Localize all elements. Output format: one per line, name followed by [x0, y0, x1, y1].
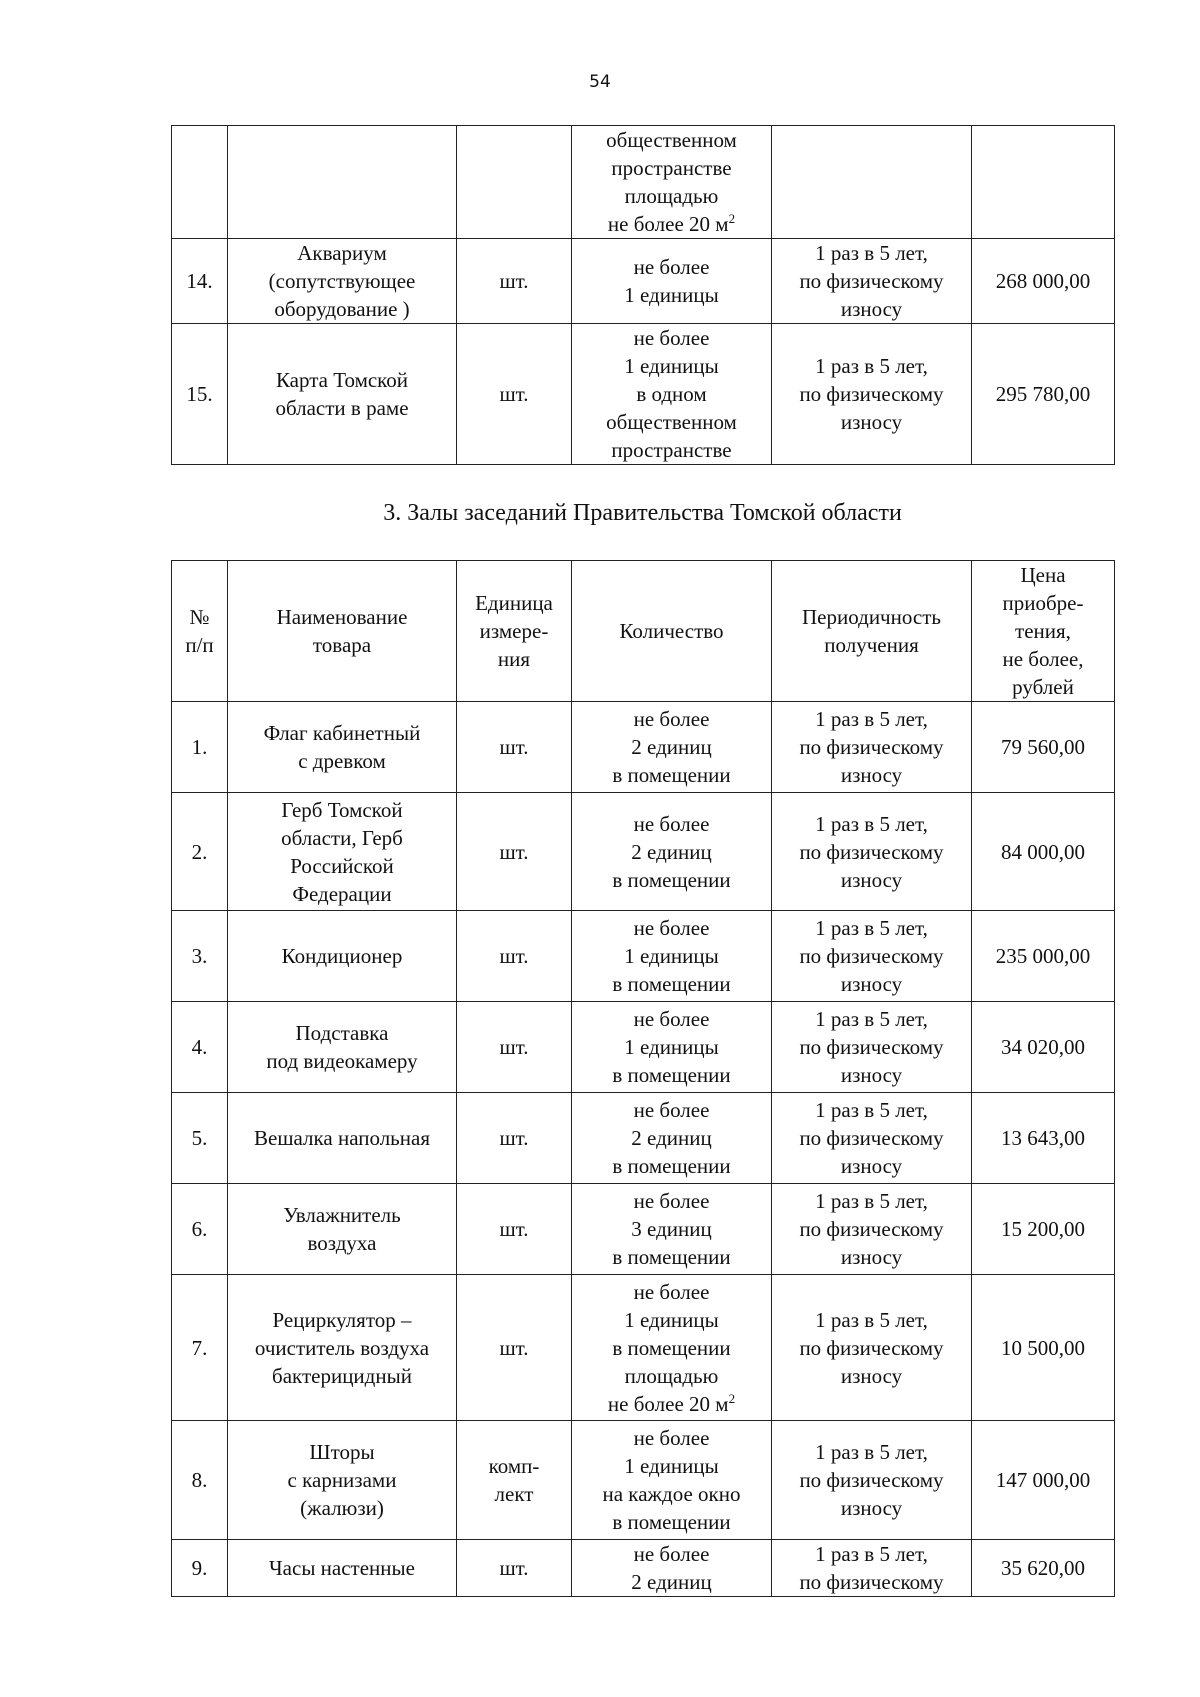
cell-name — [228, 1540, 457, 1597]
name-line: Федерации — [292, 881, 392, 906]
cell-name — [228, 1184, 457, 1275]
period-line: по физическому — [799, 839, 944, 864]
cell-quantity — [572, 1275, 772, 1421]
header-line: Наименование — [276, 605, 408, 629]
cell-unit — [457, 1184, 572, 1275]
cell-quantity — [572, 1002, 772, 1093]
table-row — [172, 1093, 1115, 1184]
name-line: области в раме — [275, 396, 409, 420]
cell-name — [228, 126, 457, 239]
header-line: Количество — [619, 619, 724, 643]
unit-line: шт. — [499, 1035, 529, 1059]
cell-price: 295 780,00 — [972, 324, 1115, 465]
name-line: Карта Томской — [275, 368, 409, 392]
name-line: под видеокамеру — [266, 1049, 418, 1073]
cell-period — [772, 1093, 972, 1184]
period-line: износу — [840, 867, 903, 892]
cell-num: 6. — [172, 1184, 228, 1275]
table-header-row — [172, 561, 1115, 702]
header-line: тения, — [1015, 619, 1071, 643]
cell-price: 10 500,00 — [972, 1275, 1115, 1421]
quantity-line: 1 единицы — [624, 1307, 719, 1332]
period-line: 1 раз в 5 лет, — [815, 916, 928, 940]
header-price — [972, 561, 1115, 702]
cell-unit: шт. — [457, 324, 572, 465]
unit-line: шт. — [499, 735, 529, 759]
cell-name — [228, 239, 457, 324]
page-number: 54 — [589, 72, 611, 92]
quantity-line: не более — [633, 1189, 710, 1213]
unit-line: лект — [494, 1482, 534, 1506]
header-line: приобре- — [1002, 591, 1084, 615]
period-line: износу — [840, 972, 903, 996]
header-line: Единица — [475, 591, 553, 615]
table-row — [172, 702, 1115, 793]
table-row — [172, 1002, 1115, 1093]
unit-line: шт. — [499, 1335, 529, 1360]
table-row — [172, 911, 1115, 1002]
period-line: по физическому — [799, 269, 944, 293]
table-row — [172, 239, 1115, 324]
unit-line: шт. — [499, 839, 529, 864]
header-line: измере- — [479, 619, 549, 643]
quantity-text: не более 20 м — [607, 212, 729, 236]
cell-name — [228, 911, 457, 1002]
cell-price: 13 643,00 — [972, 1093, 1115, 1184]
period-line: износу — [840, 1063, 903, 1087]
cell-unit: шт. — [457, 239, 572, 324]
cell-period — [772, 324, 972, 465]
cell-unit — [457, 1275, 572, 1421]
quantity-line: в помещении — [612, 1245, 731, 1269]
header-num — [172, 561, 228, 702]
unit-line: комп- — [488, 1454, 540, 1478]
quantity-line: 2 единиц — [631, 1126, 712, 1150]
cell-num: 3. — [172, 911, 228, 1002]
name-line: (сопутствующее — [268, 269, 416, 293]
period-line: по физическому — [799, 1217, 944, 1241]
cell-period — [772, 793, 972, 911]
period-line: по физическому — [799, 1126, 944, 1150]
quantity-line: не более — [633, 811, 710, 836]
cell-name — [228, 1275, 457, 1421]
cell-period — [772, 1275, 972, 1421]
quantity-line: пространстве — [611, 156, 732, 180]
quantity-line: в помещении — [612, 1510, 731, 1534]
quantity-line: пространстве — [611, 438, 732, 462]
quantity-line: не более — [633, 1279, 710, 1304]
cell-price: 147 000,00 — [972, 1421, 1115, 1540]
period-line: износу — [840, 1496, 903, 1520]
cell-name — [228, 1002, 457, 1093]
cell-name — [228, 1093, 457, 1184]
cell-quantity — [572, 1540, 772, 1597]
header-unit — [457, 561, 572, 702]
cell-period — [772, 1002, 972, 1093]
cell-num — [172, 126, 228, 239]
cell-name — [228, 1421, 457, 1540]
cell-num: 8. — [172, 1421, 228, 1540]
period-line: по физическому — [799, 1335, 944, 1360]
cell-quantity — [572, 324, 772, 465]
name-line: Вешалка напольная — [254, 1126, 430, 1150]
header-line: п/п — [185, 633, 214, 657]
period-line: износу — [840, 763, 903, 787]
cell-unit — [457, 702, 572, 793]
quantity-line: 1 единицы — [624, 1454, 719, 1478]
cell-quantity — [572, 126, 772, 239]
quantity-line: в помещении — [612, 1063, 731, 1087]
cell-price — [972, 126, 1115, 239]
cell-price: 34 020,00 — [972, 1002, 1115, 1093]
name-line: области, Герб — [281, 825, 403, 850]
name-line: Часы настенные — [269, 1556, 415, 1580]
cell-unit — [457, 911, 572, 1002]
unit-line: шт. — [499, 1217, 529, 1241]
cell-period — [772, 126, 972, 239]
name-line: Кондиционер — [281, 944, 403, 968]
cell-unit — [457, 1093, 572, 1184]
quantity-line: 1 единицы — [624, 354, 719, 378]
quantity-line: не более — [633, 1426, 710, 1450]
quantity-line: не более — [633, 1098, 710, 1122]
quantity-line: площадью — [624, 1363, 719, 1388]
period-line: 1 раз в 5 лет, — [815, 1440, 928, 1464]
quantity-line: не более — [633, 1007, 710, 1031]
period-line: по физическому — [799, 382, 944, 406]
cell-num: 9. — [172, 1540, 228, 1597]
quantity-line: не более — [633, 1542, 710, 1566]
cell-num: 4. — [172, 1002, 228, 1093]
name-line: оборудование ) — [274, 297, 410, 321]
period-line: по физическому — [799, 1468, 944, 1492]
quantity-line: в помещении — [612, 972, 731, 996]
quantity-line: 2 единиц — [631, 839, 712, 864]
table-row-continued — [172, 126, 1115, 239]
table-row — [172, 1540, 1115, 1597]
cell-price: 35 620,00 — [972, 1540, 1115, 1597]
cell-price: 235 000,00 — [972, 911, 1115, 1002]
quantity-line: в помещении — [612, 867, 731, 892]
name-line: с древком — [298, 749, 386, 773]
cell-period — [772, 1421, 972, 1540]
quantity-line: не более — [633, 916, 710, 940]
cell-period — [772, 1540, 972, 1597]
period-line: 1 раз в 5 лет, — [815, 1098, 928, 1122]
period-line: по физическому — [799, 1035, 944, 1059]
name-line: Герб Томской — [281, 797, 403, 822]
name-line: Флаг кабинетный — [263, 721, 421, 745]
period-line: по физическому — [799, 735, 944, 759]
cell-price: 268 000,00 — [972, 239, 1115, 324]
cell-num: 5. — [172, 1093, 228, 1184]
period-line: износу — [840, 1245, 903, 1269]
quantity-line: 2 единиц — [631, 735, 712, 759]
cell-quantity — [572, 1093, 772, 1184]
name-line: Увлажнитель — [283, 1203, 401, 1227]
period-line: 1 раз в 5 лет, — [815, 707, 928, 731]
table-row — [172, 1421, 1115, 1540]
superscript: 2 — [728, 1390, 736, 1406]
cell-unit — [457, 1421, 572, 1540]
quantity-line: в помещении — [612, 1335, 731, 1360]
header-line: № — [189, 605, 210, 629]
cell-num: 2. — [172, 793, 228, 911]
quantity-line: не более — [633, 326, 710, 350]
cell-num: 1. — [172, 702, 228, 793]
quantity-line: не более — [633, 255, 710, 279]
cell-num: 14. — [172, 239, 228, 324]
quantity-line: в одном — [636, 382, 707, 406]
name-line: Подставка — [295, 1021, 389, 1045]
cell-period — [772, 1184, 972, 1275]
header-line: ния — [497, 647, 531, 671]
cell-name — [228, 324, 457, 465]
cell-name — [228, 702, 457, 793]
cell-name — [228, 793, 457, 911]
quantity-line: 1 единицы — [624, 283, 719, 307]
header-period — [772, 561, 972, 702]
quantity-line: общественном — [606, 128, 737, 152]
quantity-line: 1 единицы — [624, 944, 719, 968]
header-line: рублей — [1012, 675, 1074, 699]
period-line: 1 раз в 5 лет, — [815, 354, 928, 378]
cell-num: 7. — [172, 1275, 228, 1421]
name-line: Рециркулятор – — [272, 1307, 412, 1332]
table-row — [172, 793, 1115, 911]
period-line: 1 раз в 5 лет, — [815, 241, 928, 265]
name-line: с карнизами — [287, 1468, 397, 1492]
cell-unit — [457, 126, 572, 239]
name-line: воздуха — [307, 1231, 377, 1255]
cell-unit — [457, 1002, 572, 1093]
period-line: по физическому — [799, 944, 944, 968]
header-quantity — [572, 561, 772, 702]
cell-quantity — [572, 1421, 772, 1540]
table-continued — [171, 125, 1115, 465]
cell-unit — [457, 793, 572, 911]
cell-period — [772, 911, 972, 1002]
period-line: износу — [840, 1154, 903, 1178]
unit-line: шт. — [499, 1126, 529, 1150]
header-name — [228, 561, 457, 702]
quantity-line — [572, 210, 771, 238]
name-line: очиститель воздуха — [254, 1335, 430, 1360]
header-line: получения — [824, 633, 919, 657]
cell-price: 15 200,00 — [972, 1184, 1115, 1275]
cell-quantity — [572, 239, 772, 324]
cell-quantity — [572, 793, 772, 911]
quantity-line: 1 единицы — [624, 1035, 719, 1059]
unit-line: шт. — [499, 1556, 529, 1580]
cell-num: 15. — [172, 324, 228, 465]
period-line: 1 раз в 5 лет, — [815, 1307, 928, 1332]
section-title: 3. Залы заседаний Правительства Томской области — [383, 500, 902, 526]
quantity-line: не более — [633, 707, 710, 731]
header-line: Цена — [1020, 563, 1066, 587]
name-line: Российской — [290, 853, 394, 878]
cell-period — [772, 702, 972, 793]
cell-quantity — [572, 702, 772, 793]
quantity-line: на каждое окно — [602, 1482, 741, 1506]
name-line: (жалюзи) — [300, 1496, 384, 1520]
table-row — [172, 1184, 1115, 1275]
table-row — [172, 324, 1115, 465]
table-row — [172, 1275, 1115, 1421]
quantity-line: общественном — [606, 410, 737, 434]
table-meeting-rooms — [171, 560, 1115, 1597]
cell-price: 84 000,00 — [972, 793, 1115, 911]
period-line: износу — [840, 1363, 903, 1388]
period-line: 1 раз в 5 лет, — [815, 1189, 928, 1213]
period-line: 1 раз в 5 лет, — [815, 1542, 928, 1566]
header-line: не более, — [1002, 647, 1084, 671]
quantity-line — [572, 1390, 771, 1418]
period-line: износу — [840, 297, 903, 321]
name-line: Шторы — [309, 1440, 375, 1464]
unit-line: шт. — [499, 944, 529, 968]
name-line: Аквариум — [297, 241, 387, 265]
cell-period — [772, 239, 972, 324]
quantity-line: 2 единиц — [631, 1570, 712, 1594]
quantity-line: 3 единиц — [631, 1217, 712, 1241]
quantity-line: в помещении — [612, 763, 731, 787]
cell-price: 79 560,00 — [972, 702, 1115, 793]
header-line: Периодичность — [802, 605, 941, 629]
quantity-text: не более 20 м — [607, 1391, 729, 1416]
header-line: товара — [312, 633, 372, 657]
quantity-line: площадью — [624, 184, 719, 208]
cell-quantity — [572, 1184, 772, 1275]
cell-quantity — [572, 911, 772, 1002]
name-line: бактерицидный — [272, 1363, 412, 1388]
period-line: по физическому — [799, 1570, 944, 1594]
superscript: 2 — [728, 211, 736, 226]
quantity-line: в помещении — [612, 1154, 731, 1178]
period-line: 1 раз в 5 лет, — [815, 1007, 928, 1031]
period-line: 1 раз в 5 лет, — [815, 811, 928, 836]
cell-unit — [457, 1540, 572, 1597]
period-line: износу — [840, 410, 903, 434]
